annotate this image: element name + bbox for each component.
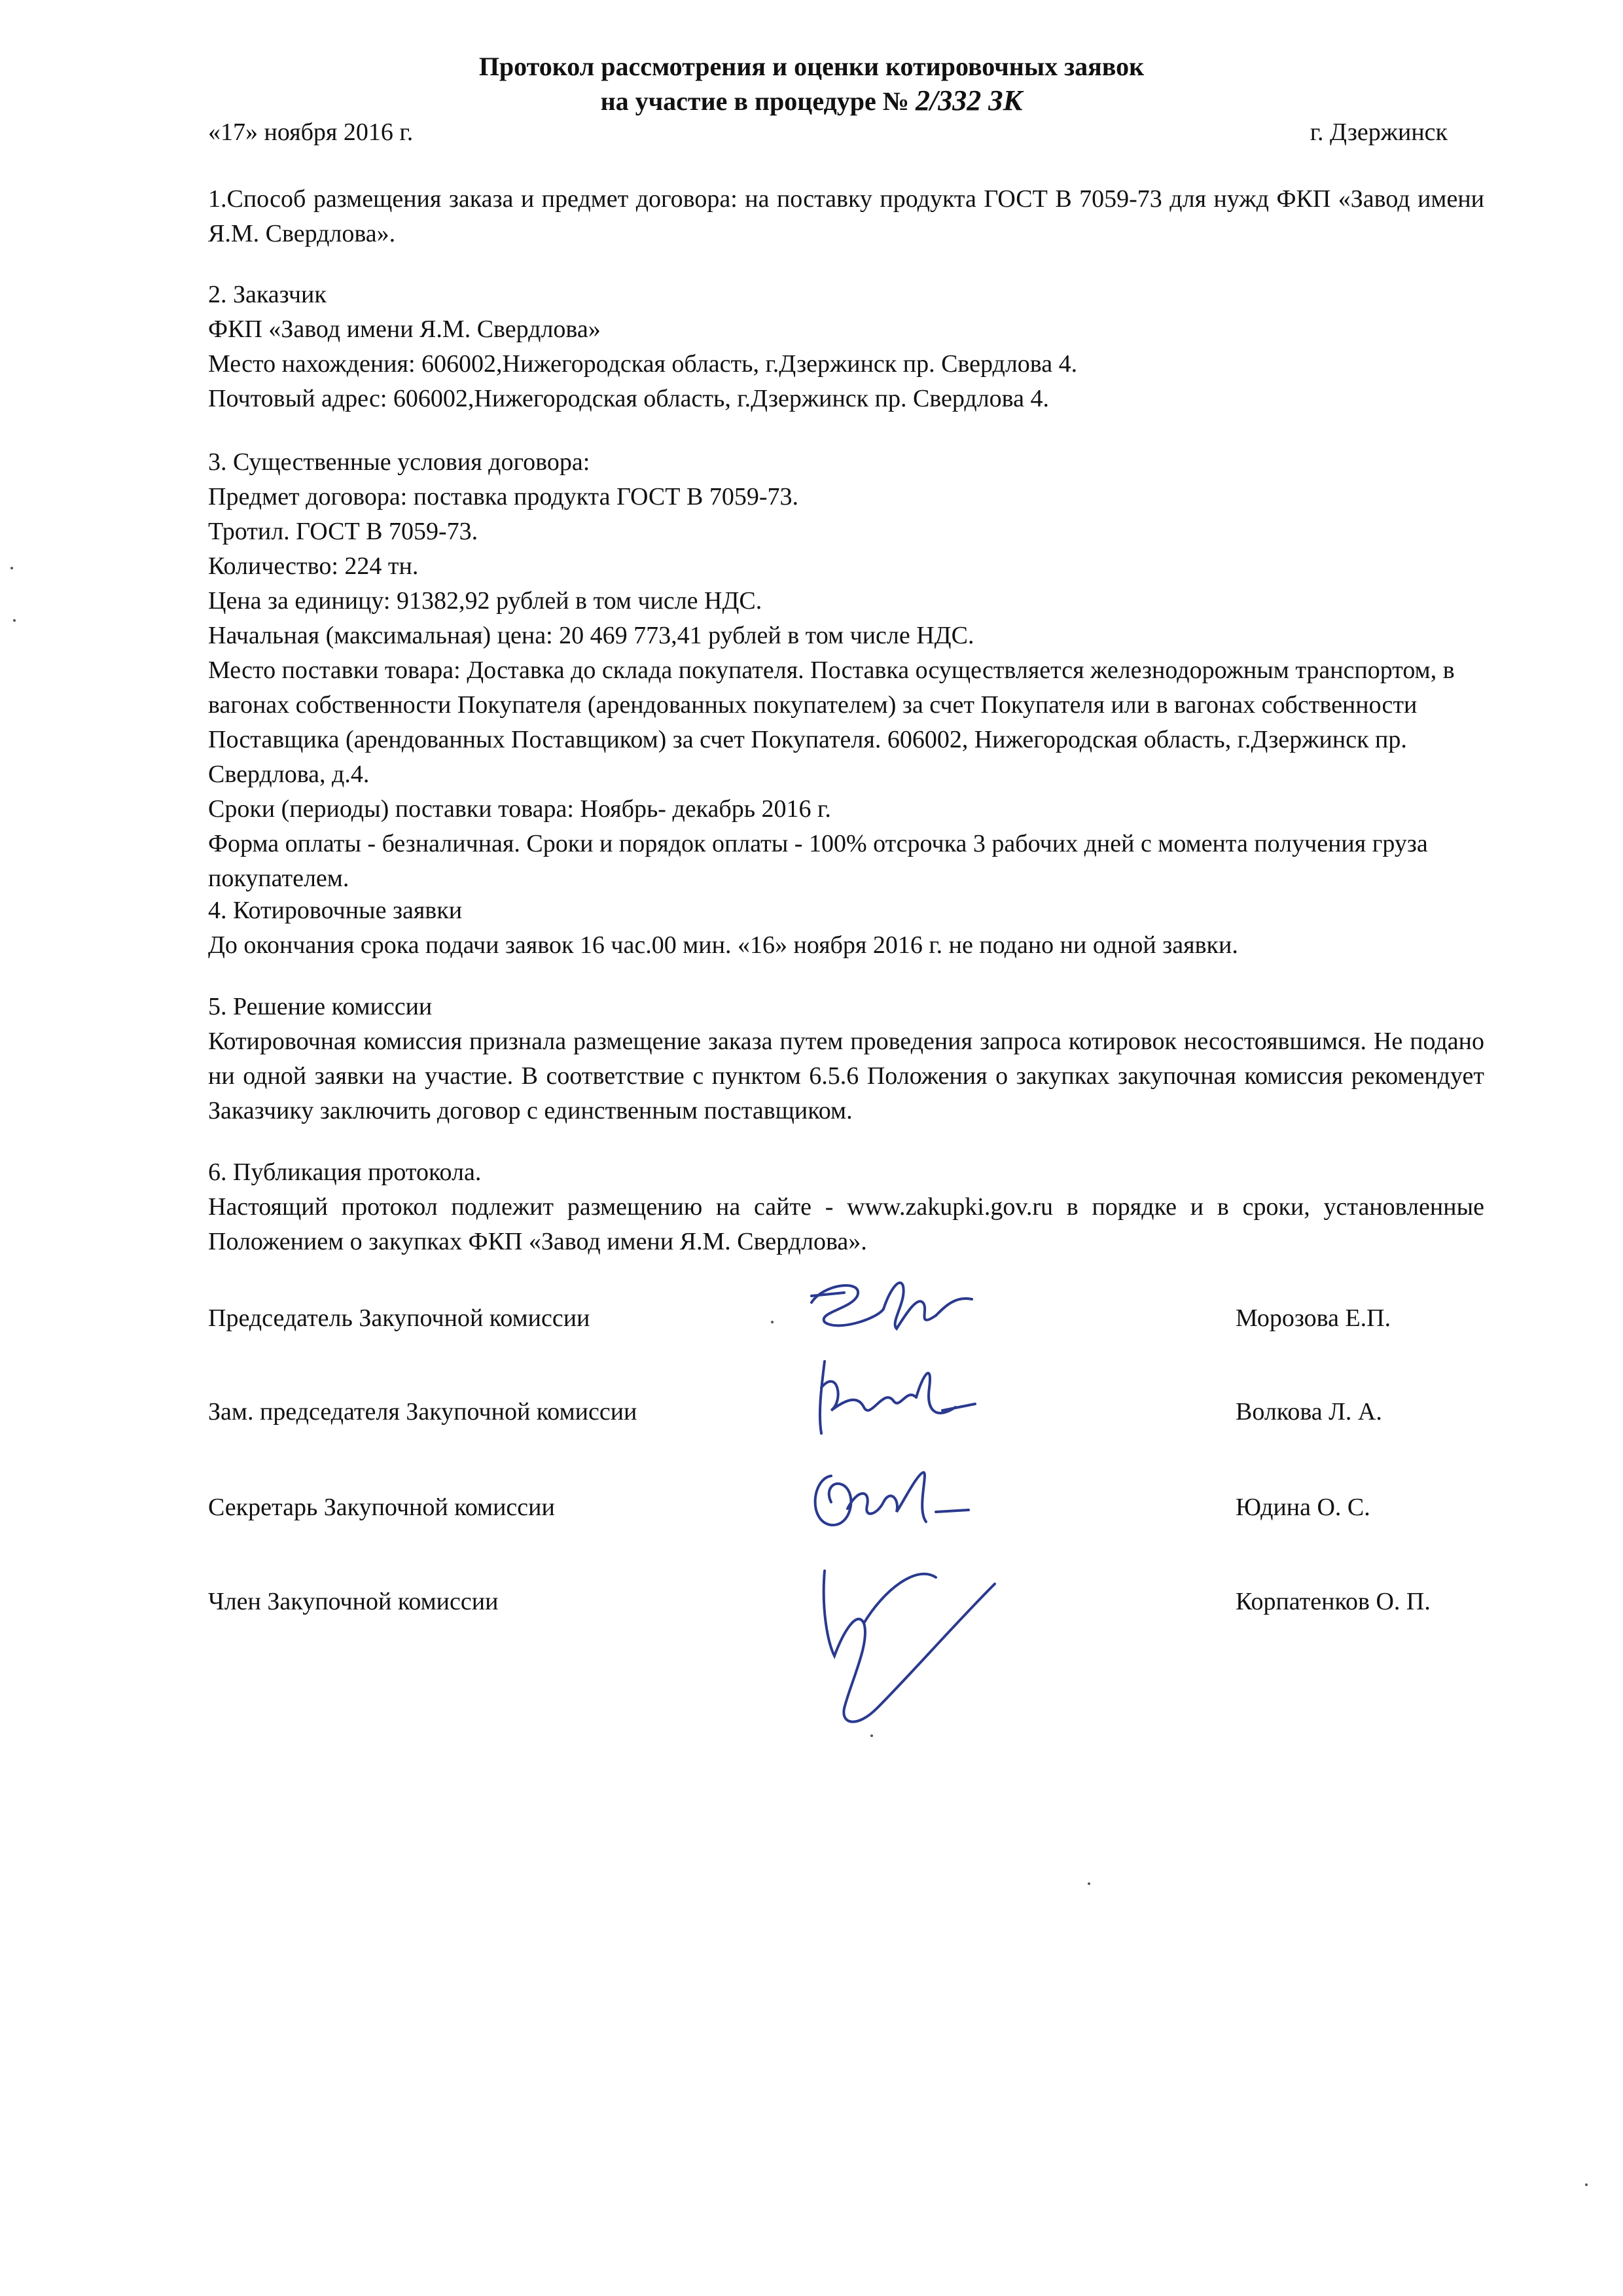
scan-speck (870, 1734, 873, 1737)
document-title: Протокол рассмотрения и оценки котировочных заявок (478, 52, 1145, 81)
signature-deputy-chairman (785, 1348, 982, 1446)
section-3 (208, 445, 1484, 896)
protocol-date: «17» ноября 2016 г. (208, 118, 414, 146)
section-4 (208, 893, 1484, 963)
scan-speck (1585, 2183, 1588, 2186)
document-subtitle (0, 84, 1623, 117)
payment-terms: Форма оплаты - безналичная. Сроки и порядок оплаты - 100% отсрочка 3 рабочих дней с момента получения груза покупателем. (208, 830, 1428, 892)
section-4-heading: 4. Котировочные заявки (208, 897, 463, 924)
subtitle-prefix: на участие в процедуре № (600, 86, 916, 116)
signature-chairman (785, 1257, 982, 1355)
section-1 (208, 182, 1484, 251)
section-1-text: 1.Способ размещения заказа и предмет договора: на поставку продукта ГОСТ В 7059-73 для нужд ФКП «Завод имени Я.М. Свердлова». (208, 185, 1484, 247)
signer-name: Корпатенков О. П. (1236, 1588, 1431, 1615)
signer-name: Волкова Л. А. (1236, 1398, 1382, 1426)
signature-secretary (785, 1450, 982, 1548)
unit-price: Цена за единицу: 91382,92 рублей в том числе НДС. (208, 587, 762, 615)
customer-postal-address: Почтовый адрес: 606002,Нижегородская область, г.Дзержинск пр. Свердлова 4. (208, 385, 1049, 412)
section-6-text: Настоящий протокол подлежит размещению на сайте - www.zakupki.gov.ru в порядке и в сроки, установленные Положением о закупках ФКП «Завод имени Я.М. Свердлова». (208, 1193, 1484, 1255)
contract-subject: Предмет договора: поставка продукта ГОСТ В 7059-73. (208, 483, 798, 511)
scan-speck (1088, 1882, 1090, 1885)
scan-speck (10, 567, 13, 569)
section-5 (208, 990, 1484, 1128)
delivery-period: Сроки (периоды) поставки товара: Ноябрь- декабрь 2016 г. (208, 795, 831, 823)
signer-role: Председатель Закупочной комиссии (208, 1304, 590, 1332)
section-6-heading: 6. Публикация протокола. (208, 1158, 482, 1186)
signer-name: Юдина О. С. (1236, 1494, 1370, 1521)
quantity: Количество: 224 тн. (208, 552, 419, 580)
section-4-text: До окончания срока подачи заявок 16 час.00 мин. «16» ноября 2016 г. не подано ни одной заявки. (208, 931, 1238, 959)
signature-member (785, 1551, 1021, 1748)
customer-name: ФКП «Завод имени Я.М. Свердлова» (208, 315, 601, 343)
section-5-text: Котировочная комиссия признала размещение заказа путем проведения запроса котировок несостоявшимся. Не подано ни одной заявки на участие. В соответствие с пунктом 6.5.6 Положения о закупках закупочная комиссия рекомендует Заказчику заключить договор с единственным поставщиком. (208, 1028, 1484, 1124)
section-5-heading: 5. Решение комиссии (208, 993, 433, 1020)
initial-max-price: Начальная (максимальная) цена: 20 469 773,41 рублей в том числе НДС. (208, 622, 974, 649)
signer-role: Зам. председателя Закупочной комиссии (208, 1398, 637, 1426)
procedure-number: 2/332 ЗК (915, 84, 1023, 117)
section-2-heading: 2. Заказчик (208, 281, 327, 308)
section-3-heading: 3. Существенные условия договора: (208, 448, 590, 476)
scan-speck (13, 619, 16, 622)
scan-speck (771, 1321, 774, 1323)
signer-role: Член Закупочной комиссии (208, 1588, 499, 1615)
protocol-city: г. Дзержинск (1310, 118, 1448, 146)
section-2 (208, 278, 1484, 416)
customer-location: Место нахождения: 606002,Нижегородская область, г.Дзержинск пр. Свердлова 4. (208, 350, 1078, 378)
signer-role: Секретарь Закупочной комиссии (208, 1494, 555, 1521)
product-name: Тротил. ГОСТ В 7059-73. (208, 518, 478, 545)
section-6 (208, 1155, 1484, 1259)
signer-name: Морозова Е.П. (1236, 1304, 1391, 1332)
delivery-place: Место поставки товара: Доставка до склада покупателя. Поставка осуществляется железнодорожным транспортом, в вагонах собственности Покупателя (арендованных покупателем) за счет Покупателя или в вагонах собственности Поставщика (арендованных Поставщиком) за счет Покупателя. 606002, Нижегородская область, г.Дзержинск пр. Свердлова, д.4. (208, 656, 1455, 788)
